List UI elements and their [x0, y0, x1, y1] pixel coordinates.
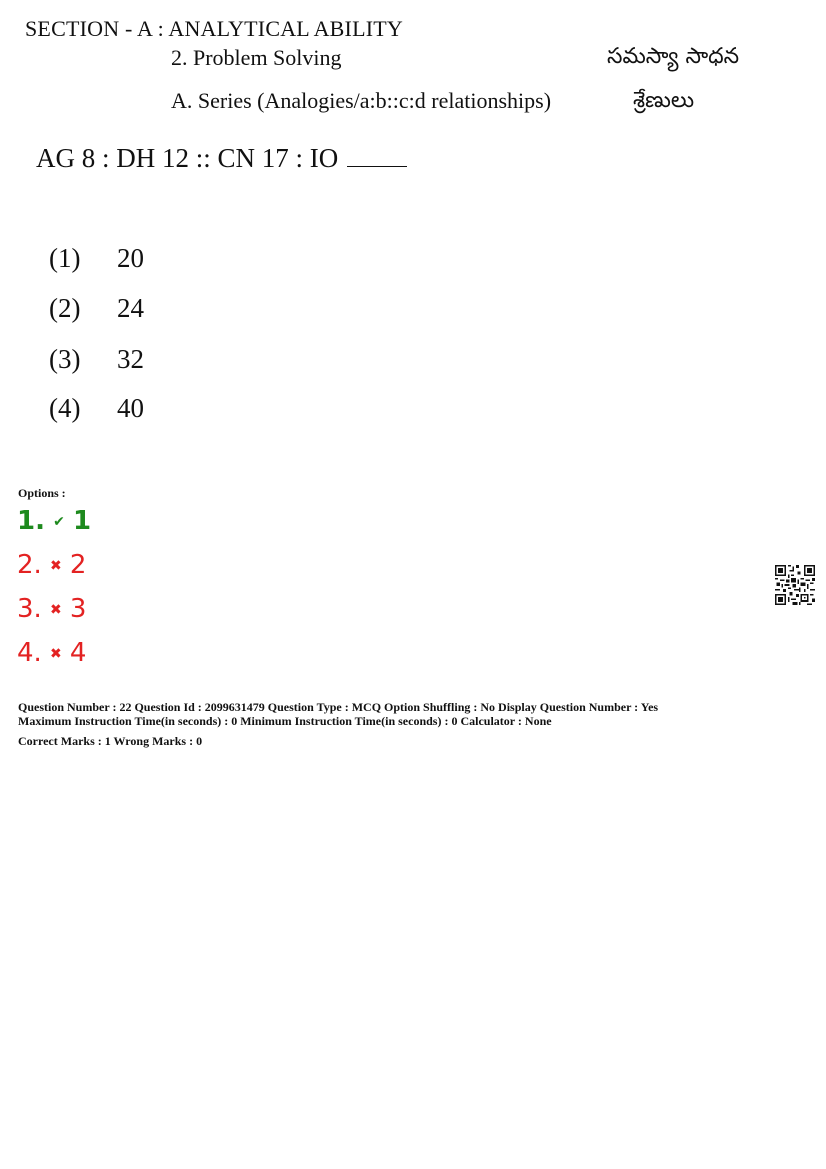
- option-3: [17, 594, 86, 624]
- choice-1: [49, 243, 144, 274]
- choice-value: 24: [117, 293, 144, 323]
- choice-value: 32: [117, 344, 144, 374]
- choice-2: [49, 293, 144, 324]
- choice-number: (3): [49, 344, 81, 374]
- question-stem: AG 8 : DH 12 :: CN 17 : IO: [36, 143, 339, 173]
- series-telugu: శ్రేణులు: [633, 88, 695, 113]
- option-4: [17, 638, 86, 668]
- option-number: 2.: [17, 550, 42, 580]
- section-title: SECTION - A : ANALYTICAL ABILITY: [25, 16, 403, 41]
- check-icon: ✔: [53, 513, 65, 530]
- option-1: [17, 506, 91, 536]
- question-metadata-line-1: Question Number : 22 Question Id : 2099631479 Question Type : MCQ Option Shuffling : No Display Question Number : Yes: [18, 700, 659, 714]
- cross-icon: ✖: [49, 557, 62, 574]
- answer-blank: [347, 142, 407, 167]
- choice-3: [49, 344, 144, 375]
- cross-icon: ✖: [49, 601, 62, 618]
- option-2: [17, 550, 86, 580]
- option-number: 1.: [17, 506, 45, 536]
- marks-info: Correct Marks : 1 Wrong Marks : 0: [18, 734, 203, 748]
- choice-number: (4): [49, 393, 81, 423]
- question-text: [36, 142, 407, 174]
- option-value: 4: [69, 638, 87, 668]
- option-value: 1: [72, 506, 92, 536]
- option-number: 3.: [17, 594, 42, 624]
- option-number: 4.: [17, 638, 42, 668]
- sub-topic-telugu: సమస్యా సాధన: [607, 44, 740, 69]
- choice-value: 40: [117, 393, 144, 423]
- question-metadata-line-2: Maximum Instruction Time(in seconds) : 0 Minimum Instruction Time(in seconds) : 0 Calculator : None: [18, 714, 552, 728]
- qr-code-icon: [775, 565, 815, 605]
- choice-number: (2): [49, 293, 81, 323]
- options-label: Options :: [18, 486, 66, 500]
- choice-4: [49, 393, 144, 424]
- cross-icon: ✖: [49, 645, 62, 662]
- option-value: 3: [69, 594, 87, 624]
- series-label: A. Series (Analogies/a:b::c:d relationships): [171, 88, 552, 113]
- choice-value: 20: [117, 243, 144, 273]
- option-value: 2: [69, 550, 87, 580]
- choice-number: (1): [49, 243, 81, 273]
- sub-topic: 2. Problem Solving: [171, 45, 342, 70]
